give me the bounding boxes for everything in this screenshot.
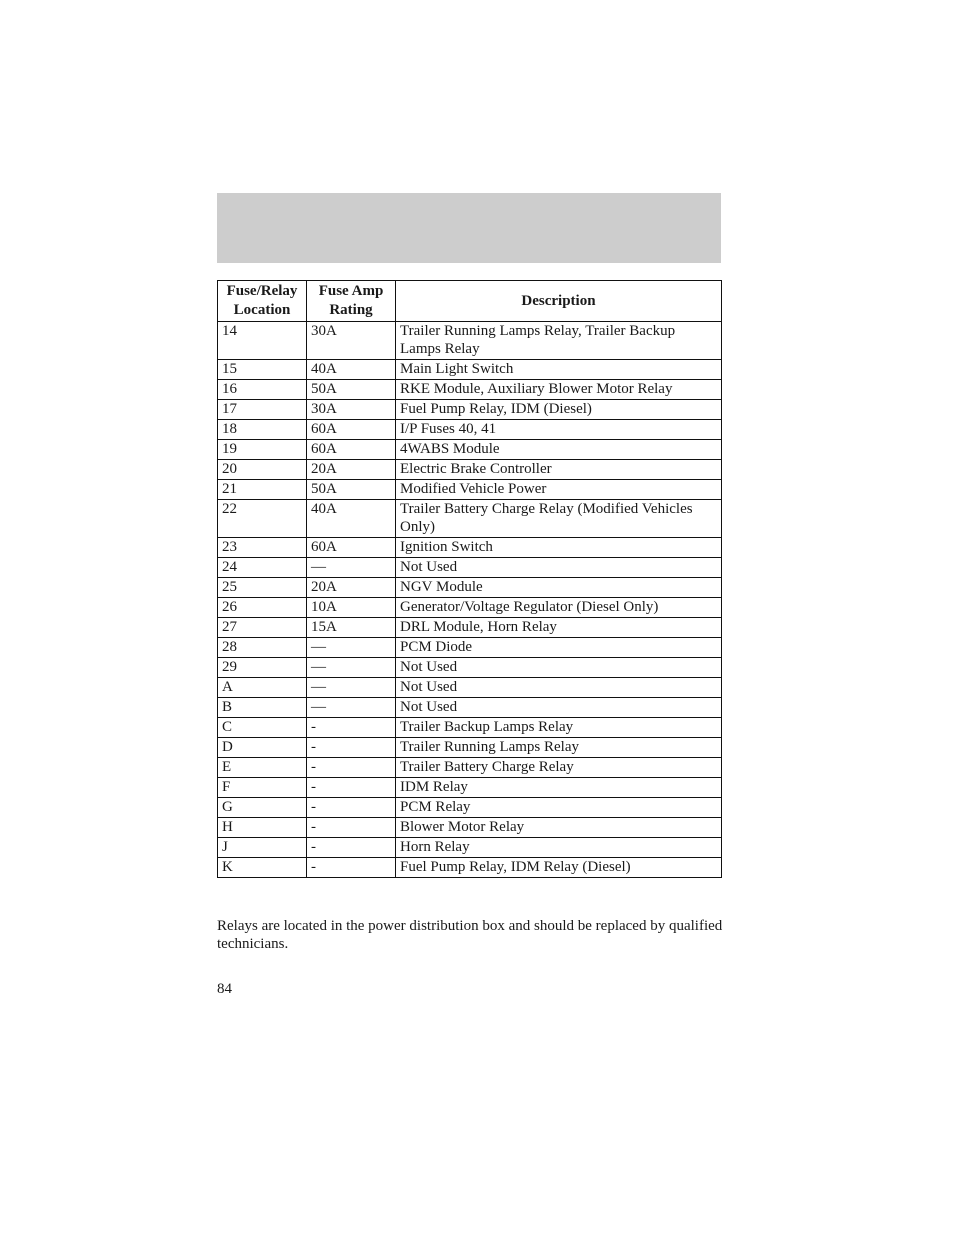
table-row xyxy=(218,718,722,738)
table-row xyxy=(218,400,722,420)
table-row xyxy=(218,380,722,400)
cell-location: C xyxy=(218,718,307,738)
cell-amp-rating: 10A xyxy=(307,598,396,618)
cell-description: Fuel Pump Relay, IDM (Diesel) xyxy=(396,400,722,420)
table-row xyxy=(218,678,722,698)
cell-amp-rating: 20A xyxy=(307,460,396,480)
cell-description: DRL Module, Horn Relay xyxy=(396,618,722,638)
cell-description: NGV Module xyxy=(396,578,722,598)
cell-location: 27 xyxy=(218,618,307,638)
table-row xyxy=(218,858,722,878)
cell-amp-rating: - xyxy=(307,778,396,798)
section-header-band xyxy=(217,193,721,263)
cell-amp-rating: 30A xyxy=(307,400,396,420)
table-row xyxy=(218,322,722,360)
cell-amp-rating: - xyxy=(307,738,396,758)
cell-location: B xyxy=(218,698,307,718)
cell-amp-rating: 15A xyxy=(307,618,396,638)
header-description: Description xyxy=(396,281,722,322)
header-amp-rating: Fuse Amp Rating xyxy=(307,281,396,322)
cell-location: 17 xyxy=(218,400,307,420)
cell-amp-rating: - xyxy=(307,718,396,738)
cell-location: 15 xyxy=(218,360,307,380)
cell-location: 21 xyxy=(218,480,307,500)
table-row xyxy=(218,578,722,598)
cell-amp-rating: 60A xyxy=(307,440,396,460)
table-row xyxy=(218,758,722,778)
table-header-row xyxy=(218,281,722,322)
cell-amp-rating: — xyxy=(307,678,396,698)
cell-amp-rating: — xyxy=(307,658,396,678)
cell-amp-rating: 60A xyxy=(307,538,396,558)
cell-description: Horn Relay xyxy=(396,838,722,858)
cell-description: PCM Diode xyxy=(396,638,722,658)
cell-description: Ignition Switch xyxy=(396,538,722,558)
cell-location: 26 xyxy=(218,598,307,618)
table-row xyxy=(218,460,722,480)
cell-description: Modified Vehicle Power xyxy=(396,480,722,500)
cell-description: IDM Relay xyxy=(396,778,722,798)
cell-location: 22 xyxy=(218,500,307,538)
cell-amp-rating: - xyxy=(307,758,396,778)
cell-description: 4WABS Module xyxy=(396,440,722,460)
cell-description: Not Used xyxy=(396,558,722,578)
page-number: 84 xyxy=(217,981,232,997)
cell-description: PCM Relay xyxy=(396,798,722,818)
relay-note: Relays are located in the power distribution box and should be replaced by qualified technicians. xyxy=(217,918,723,952)
cell-location: F xyxy=(218,778,307,798)
table-row xyxy=(218,420,722,440)
cell-amp-rating: - xyxy=(307,858,396,878)
cell-location: 19 xyxy=(218,440,307,460)
cell-amp-rating: 60A xyxy=(307,420,396,440)
cell-amp-rating: - xyxy=(307,798,396,818)
cell-amp-rating: — xyxy=(307,558,396,578)
fuse-relay-table xyxy=(217,280,722,878)
cell-description: Fuel Pump Relay, IDM Relay (Diesel) xyxy=(396,858,722,878)
cell-amp-rating: 30A xyxy=(307,322,396,360)
cell-amp-rating: — xyxy=(307,638,396,658)
table-row xyxy=(218,818,722,838)
cell-location: E xyxy=(218,758,307,778)
cell-description: RKE Module, Auxiliary Blower Motor Relay xyxy=(396,380,722,400)
table-row xyxy=(218,360,722,380)
cell-amp-rating: — xyxy=(307,698,396,718)
cell-location: 25 xyxy=(218,578,307,598)
cell-location: 24 xyxy=(218,558,307,578)
table-row xyxy=(218,558,722,578)
cell-location: H xyxy=(218,818,307,838)
cell-description: I/P Fuses 40, 41 xyxy=(396,420,722,440)
table-row xyxy=(218,440,722,460)
cell-description: Blower Motor Relay xyxy=(396,818,722,838)
cell-location: 16 xyxy=(218,380,307,400)
cell-location: 18 xyxy=(218,420,307,440)
cell-amp-rating: 50A xyxy=(307,380,396,400)
table-row xyxy=(218,698,722,718)
cell-description: Generator/Voltage Regulator (Diesel Only) xyxy=(396,598,722,618)
cell-location: J xyxy=(218,838,307,858)
cell-description: Not Used xyxy=(396,658,722,678)
cell-location: 28 xyxy=(218,638,307,658)
cell-location: 20 xyxy=(218,460,307,480)
cell-description: Trailer Battery Charge Relay (Modified Vehicles Only) xyxy=(396,500,722,538)
header-location: Fuse/Relay Location xyxy=(218,281,307,322)
table-row xyxy=(218,538,722,558)
cell-location: D xyxy=(218,738,307,758)
cell-location: 14 xyxy=(218,322,307,360)
table-row xyxy=(218,838,722,858)
table-row xyxy=(218,658,722,678)
cell-amp-rating: - xyxy=(307,818,396,838)
cell-description: Trailer Battery Charge Relay xyxy=(396,758,722,778)
cell-location: 29 xyxy=(218,658,307,678)
cell-description: Main Light Switch xyxy=(396,360,722,380)
cell-location: 23 xyxy=(218,538,307,558)
cell-amp-rating: 20A xyxy=(307,578,396,598)
table-row xyxy=(218,798,722,818)
table-row xyxy=(218,618,722,638)
table-row xyxy=(218,638,722,658)
cell-description: Trailer Running Lamps Relay xyxy=(396,738,722,758)
cell-description: Not Used xyxy=(396,678,722,698)
cell-amp-rating: 50A xyxy=(307,480,396,500)
cell-location: A xyxy=(218,678,307,698)
cell-description: Not Used xyxy=(396,698,722,718)
table-row xyxy=(218,480,722,500)
cell-amp-rating: 40A xyxy=(307,360,396,380)
table-row xyxy=(218,598,722,618)
cell-description: Trailer Backup Lamps Relay xyxy=(396,718,722,738)
table-row xyxy=(218,500,722,538)
table-row xyxy=(218,738,722,758)
cell-amp-rating: - xyxy=(307,838,396,858)
cell-amp-rating: 40A xyxy=(307,500,396,538)
cell-description: Electric Brake Controller xyxy=(396,460,722,480)
cell-location: K xyxy=(218,858,307,878)
cell-description: Trailer Running Lamps Relay, Trailer Backup Lamps Relay xyxy=(396,322,722,360)
table-row xyxy=(218,778,722,798)
cell-location: G xyxy=(218,798,307,818)
